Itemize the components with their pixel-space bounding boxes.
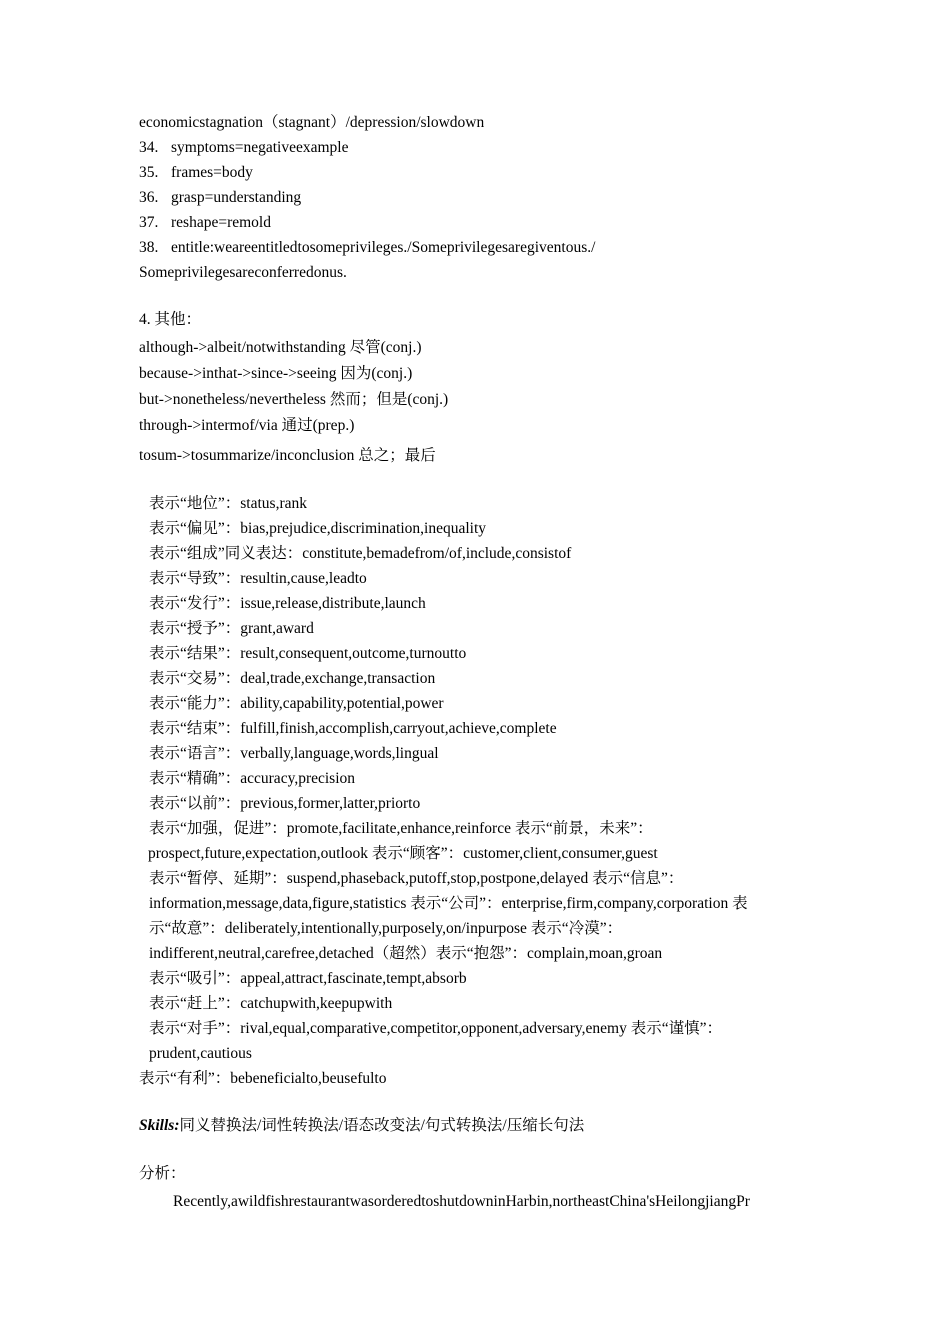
item-number: 35. — [139, 164, 159, 181]
synonym-line: 表示“语言”：verbally,language,words,lingual — [149, 745, 439, 762]
item-number: 37. — [139, 214, 159, 231]
synonym-line: information,message,data,figure,statistics 表示“公司”：enterprise,firm,company,corporation 表 — [149, 895, 748, 912]
item-text: frames=body — [171, 164, 253, 181]
synonym-line: 表示“发行”：issue,release,distribute,launch — [149, 595, 426, 612]
list-item — [139, 163, 253, 183]
skills-text: 同义替换法/词性转换法/语态改变法/句式转换法/压缩长句法 — [179, 1117, 585, 1134]
synonym-line: 表示“赶上”：catchupwith,keepupwith — [149, 995, 393, 1012]
list-item — [139, 138, 348, 158]
synonym-line: 表示“精确”：accuracy,precision — [149, 770, 356, 787]
item-text: entitle:weareentitledtosomeprivileges./Someprivilegesaregiventous./ — [171, 239, 596, 256]
section-heading: 4. 其他： — [139, 311, 202, 328]
synonym-line: 表示“导致”：resultin,cause,leadto — [149, 570, 367, 587]
analysis-heading: 分析： — [139, 1165, 186, 1182]
synonym-line: 表示“交易”：deal,trade,exchange,transaction — [149, 670, 436, 687]
section3-lead: economicstagnation（stagnant）/depression/slowdown — [139, 114, 485, 131]
item-number: 36. — [139, 189, 159, 206]
skills-line — [139, 1116, 584, 1136]
synonym-line: 示“故意”：deliberately,intentionally,purposely,on/inpurpose 表示“冷漠”： — [149, 920, 623, 937]
synonym-line: prospect,future,expectation,outlook 表示“顾客”：customer,client,consumer,guest — [148, 845, 658, 862]
list-item — [139, 188, 301, 208]
synonym-line: 表示“以前”：previous,former,latter,priorto — [149, 795, 421, 812]
synonym-line: 表示“暂停、延期”：suspend,phaseback,putoff,stop,postpone,delayed 表示“信息”： — [149, 870, 684, 887]
synonym-line: 表示“组成”同义表达：constitute,bemadefrom/of,include,consistof — [149, 545, 572, 562]
synonym-line: 表示“加强，促进”：promote,facilitate,enhance,reinforce 表示“前景，未来”： — [149, 820, 653, 837]
conjunction-item: through->intermof/via 通过(prep.) — [139, 417, 355, 434]
synonym-line: 表示“吸引”：appeal,attract,fascinate,tempt,absorb — [149, 970, 467, 987]
synonym-line: 表示“偏见”：bias,prejudice,discrimination,inequality — [149, 520, 487, 537]
conjunction-item: because->inthat->since->seeing 因为(conj.) — [139, 365, 413, 382]
synonym-line: 表示“对手”：rival,equal,comparative,competitor,opponent,adversary,enemy 表示“谨慎”： — [149, 1020, 722, 1037]
conjunction-item: although->albeit/notwithstanding 尽管(conj.) — [139, 339, 422, 356]
synonym-line: 表示“能力”：ability,capability,potential,power — [149, 695, 444, 712]
list-item-continuation: Someprivilegesareconferredonus. — [139, 264, 347, 281]
synonym-line: 表示“结果”：result,consequent,outcome,turnoutto — [149, 645, 467, 662]
list-item — [139, 213, 271, 233]
conjunction-item: tosum->tosummarize/inconclusion 总之；最后 — [139, 447, 436, 464]
item-text: symptoms=negativeexample — [171, 139, 349, 156]
item-number: 34. — [139, 139, 159, 156]
skills-label: Skills: — [139, 1117, 180, 1134]
synonym-line: 表示“授予”：grant,award — [149, 620, 314, 637]
synonym-line: 表示“地位”：status,rank — [149, 495, 307, 512]
conjunction-item: but->nonetheless/nevertheless 然而；但是(conj.) — [139, 391, 449, 408]
synonym-line: indifferent,neutral,carefree,detached（超然）表示“抱怨”：complain,moan,groan — [149, 945, 663, 962]
list-item — [139, 238, 595, 258]
synonym-line: prudent,cautious — [149, 1045, 252, 1062]
analysis-text: Recently,awildfishrestaurantwasorderedtoshutdowninHarbin,northeastChina'sHeilongjiangPr — [173, 1193, 750, 1210]
item-text: reshape=remold — [171, 214, 271, 231]
synonym-line: 表示“有利”：bebeneficialto,beusefulto — [139, 1070, 387, 1087]
synonym-line: 表示“结束”：fulfill,finish,accomplish,carryout,achieve,complete — [149, 720, 557, 737]
item-number: 38. — [139, 239, 159, 256]
item-text: grasp=understanding — [171, 189, 302, 206]
